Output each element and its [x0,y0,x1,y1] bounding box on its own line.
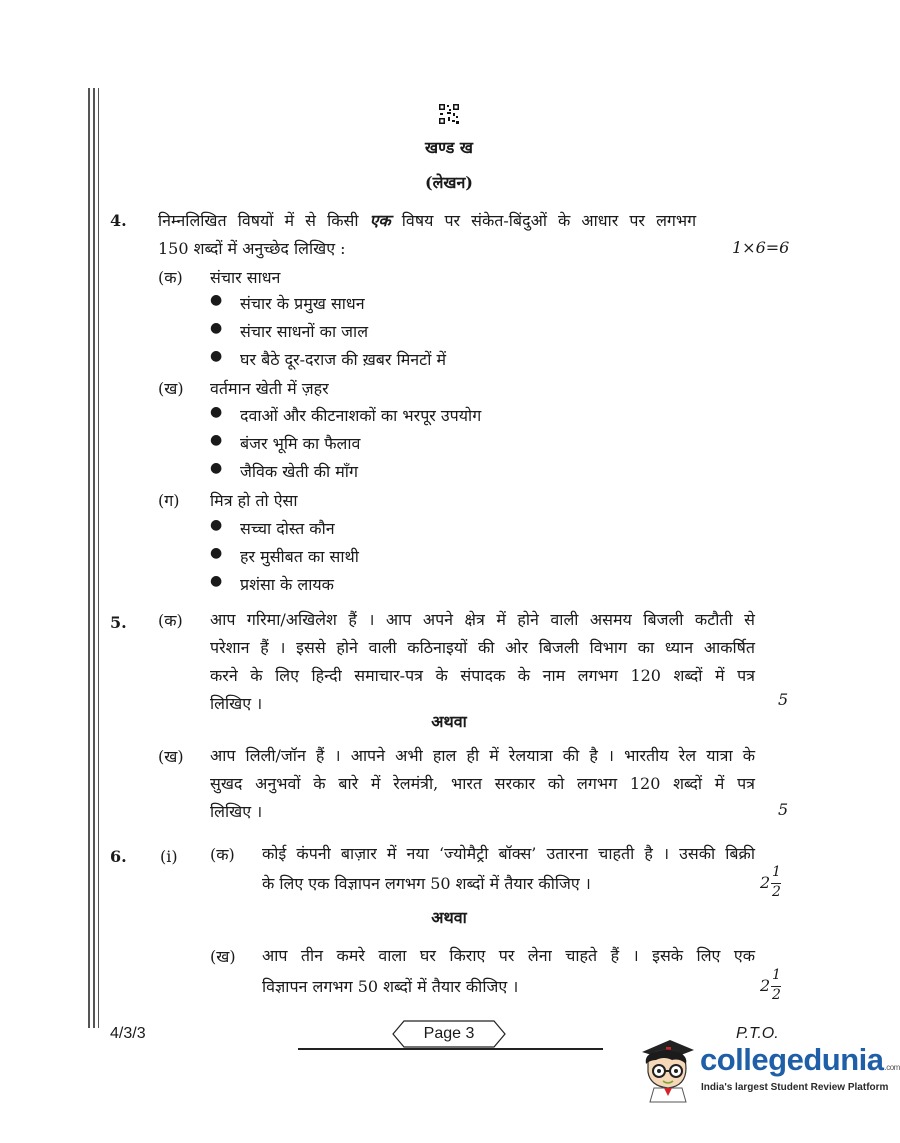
binding-line [88,88,90,1028]
question-text: परेशान हैं । इससे होने वाली कठिनाइयों की ओर बिजली विभाग का ध्यान आकर्षित [210,638,755,657]
option-label: (क) [158,268,183,287]
marks-fraction [760,864,788,904]
question-text-part: विषय पर संकेत-बिंदुओं के आधार पर लगभग [390,211,697,230]
marks-numerator: 1 [772,967,781,983]
bullet-text: दवाओं और कीटनाशकों का भरपूर उपयोग [240,406,482,425]
question-text: आप लिली/जॉन हैं । आपने अभी हाल ही में रेलयात्रा की है । भारतीय रेल यात्रा के [210,746,755,765]
pto-label: P.T.O. [736,1025,779,1042]
question-text: करने के लिए हिन्दी समाचार-पत्र के संपादक के नाम लगभग 120 शब्दों में पत्र [210,666,755,685]
marks-denominator: 2 [772,884,781,900]
question-text [158,207,758,235]
option-title: मित्र हो तो ऐसा [210,491,298,510]
emphasis-word: एक [369,211,391,230]
section-subtitle: (लेखन) [425,173,473,192]
paper-code: 4/3/3 [110,1025,146,1042]
question-number: 6. [110,847,127,866]
question-number: 4. [110,211,127,230]
marks-whole: 2 [760,873,771,892]
question-text: लिखिए । [210,694,263,713]
question-text: लिखिए । [210,802,263,821]
question-text: सुखद अनुभवों के बारे में रेलमंत्री, भारत सरकार को लगभग 120 शब्दों में पत्र [210,774,755,793]
bullet-text: हर मुसीबत का साथी [240,547,359,566]
option-label: (क) [210,845,235,864]
marks-whole: 2 [760,976,771,995]
option-label: (क) [158,611,183,630]
marks-denominator: 2 [772,987,781,1003]
question-marks: 5 [778,800,789,819]
brand-suffix: .com [884,1063,900,1072]
footer-rule [298,1048,603,1050]
question-number: 5. [110,613,127,632]
bullet-text: बंजर भूमि का फैलाव [240,434,361,453]
question-text: कोई कंपनी बाज़ार में नया ‘ज्योमैट्री बॉक्स’ उतारना चाहती है । उसकी बिक्री [262,844,755,863]
brand-name-text: collegedunia [700,1042,884,1077]
marks-fraction [760,967,788,1007]
question-text: आप गरिमा/अखिलेश हैं । आप अपने क्षेत्र में होने वाली असमय बिजली कटौती से [210,610,755,629]
option-label: (ख) [210,947,236,966]
bullet-text: प्रशंसा के लायक [240,575,334,594]
option-title: वर्तमान खेती में ज़हर [210,379,329,398]
brand-name [700,1042,900,1078]
bullet-text: संचार साधनों का जाल [240,322,369,341]
mascot-logo-icon [636,1038,698,1104]
question-text: के लिए एक विज्ञापन लगभग 50 शब्दों में तैयार कीजिए । [262,874,591,893]
or-separator: अथवा [431,908,467,927]
option-label: (ख) [158,379,184,398]
bullet-text: सच्चा दोस्त कौन [240,519,335,538]
page-number: Page 3 [423,1025,475,1042]
question-marks: 1×6=6 [732,238,790,257]
or-separator: अथवा [431,712,467,731]
marks-numerator: 1 [772,864,781,880]
section-title: खण्ड ख [425,138,473,157]
sub-question-number: (i) [160,847,178,866]
question-text-part: निम्नलिखित विषयों में से किसी [158,211,370,230]
question-text: आप तीन कमरे वाला घर किराए पर लेना चाहते हैं । इसके लिए एक [262,946,755,965]
binding-line [98,88,99,1028]
question-text: विज्ञापन लगभग 50 शब्दों में तैयार कीजिए । [262,977,519,996]
binding-line [93,88,95,1028]
question-text: 150 शब्दों में अनुच्छेद लिखिए : [158,239,346,258]
bullet-text: घर बैठे दूर-दराज की ख़बर मिनटों में [240,350,447,369]
question-marks: 5 [778,690,789,709]
option-title: संचार साधन [210,268,281,287]
option-label: (ग) [158,491,180,510]
bullet-text: संचार के प्रमुख साधन [240,294,365,313]
option-label: (ख) [158,747,184,766]
qr-code-icon [438,103,460,125]
bullet-text: जैविक खेती की माँग [240,462,358,481]
brand-tagline: India's largest Student Review Platform [701,1082,889,1093]
